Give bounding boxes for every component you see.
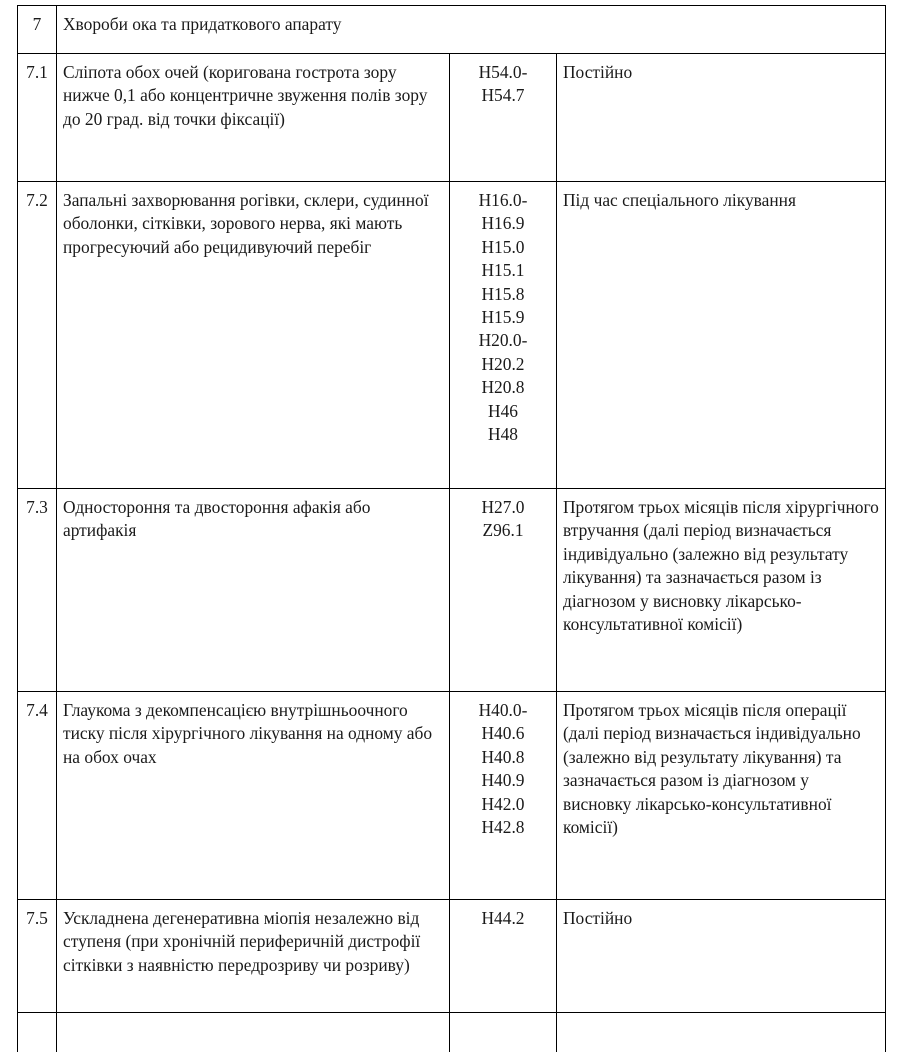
icd-code-list bbox=[456, 496, 550, 543]
row-number: 7.5 bbox=[26, 908, 48, 928]
icd-code: H15.0 bbox=[456, 236, 550, 259]
section-number-cell bbox=[18, 6, 57, 54]
row-codes-cell bbox=[450, 692, 557, 900]
icd-code: H20.0- bbox=[456, 329, 550, 352]
row-description: Сліпота обох очей (коригована гострота зору нижче 0,1 або концентричне звуження полів зору до 20 град. від точки фіксації) bbox=[63, 61, 443, 131]
row-term: Постійно bbox=[563, 907, 879, 930]
icd-code: H40.9 bbox=[456, 769, 550, 792]
icd-code: H15.8 bbox=[456, 283, 550, 306]
row-description: Глаукома з декомпенсацією внутрішньоочного тиску після хірургічного лікування на одному або на обох очах bbox=[63, 699, 443, 769]
table-row-partial bbox=[18, 1013, 886, 1052]
icd-code: H20.8 bbox=[456, 376, 550, 399]
icd-code: H40.6 bbox=[456, 722, 550, 745]
row-number-cell bbox=[18, 489, 57, 692]
row-term-cell bbox=[557, 54, 886, 182]
icd-code: H15.1 bbox=[456, 259, 550, 282]
row-codes-cell bbox=[450, 54, 557, 182]
row-term: Протягом трьох місяців після хірургічного втручання (далі період визначається індивідуально (залежно від результату лікування) та зазначається разом із діагнозом у висновку лікарсько-консультативної комісії) bbox=[563, 496, 879, 636]
icd-code-list bbox=[456, 907, 550, 930]
row-number-cell bbox=[18, 900, 57, 1013]
row-term: Протягом трьох місяців після операції (далі період визначається індивідуально (залежно від результату лікування) та зазначається разом із діагнозом у висновку лікарсько-консультативної комісії) bbox=[563, 699, 879, 839]
icd-code: H54.7 bbox=[456, 84, 550, 107]
row-description-cell bbox=[57, 489, 450, 692]
row-description-cell bbox=[57, 182, 450, 489]
icd-code: H42.0 bbox=[456, 793, 550, 816]
row-term-cell bbox=[557, 692, 886, 900]
icd-code: H46 bbox=[456, 400, 550, 423]
icd-code: H15.9 bbox=[456, 306, 550, 329]
table-row bbox=[18, 489, 886, 692]
row-term-cell bbox=[557, 1013, 886, 1052]
section-title: Хвороби ока та придаткового апарату bbox=[63, 14, 341, 34]
row-description-cell bbox=[57, 1013, 450, 1052]
row-description-cell bbox=[57, 692, 450, 900]
icd-code: H44.2 bbox=[456, 907, 550, 930]
row-number-cell bbox=[18, 1013, 57, 1052]
icd-code: H40.8 bbox=[456, 746, 550, 769]
section-number: 7 bbox=[33, 14, 42, 34]
icd-code: H20.2 bbox=[456, 353, 550, 376]
disease-registry-table bbox=[17, 5, 886, 1052]
table-row bbox=[18, 54, 886, 182]
row-term: Під час спеціального лікування bbox=[563, 189, 879, 212]
section-header-row bbox=[18, 6, 886, 54]
row-number-cell bbox=[18, 54, 57, 182]
icd-code: H42.8 bbox=[456, 816, 550, 839]
row-number-cell bbox=[18, 692, 57, 900]
row-codes-cell bbox=[450, 1013, 557, 1052]
row-number: 7.2 bbox=[26, 190, 48, 210]
icd-code: H54.0- bbox=[456, 61, 550, 84]
row-codes-cell bbox=[450, 489, 557, 692]
row-description: Ускладнена дегенеративна міопія незалежно від ступеня (при хронічній периферичній дистрофії сітківки з наявністю передрозриву чи розриву) bbox=[63, 907, 443, 977]
icd-code-list bbox=[456, 189, 550, 446]
row-description: Запальні захворювання рогівки, склери, судинної оболонки, сітківки, зорового нерва, які мають прогресуючий або рецидивуючий перебіг bbox=[63, 189, 443, 259]
row-codes-cell bbox=[450, 900, 557, 1013]
row-number-cell bbox=[18, 182, 57, 489]
table-body bbox=[18, 6, 886, 1052]
icd-code: H16.0- bbox=[456, 189, 550, 212]
table-row bbox=[18, 692, 886, 900]
row-term: Постійно bbox=[563, 61, 879, 84]
icd-code: Z96.1 bbox=[456, 519, 550, 542]
icd-code: H48 bbox=[456, 423, 550, 446]
icd-code-list bbox=[456, 699, 550, 839]
icd-code: H40.0- bbox=[456, 699, 550, 722]
icd-code: H27.0 bbox=[456, 496, 550, 519]
row-term-cell bbox=[557, 900, 886, 1013]
icd-code-list bbox=[456, 61, 550, 108]
row-number: 7.4 bbox=[26, 700, 48, 720]
section-title-cell bbox=[57, 6, 886, 54]
row-number: 7.3 bbox=[26, 497, 48, 517]
row-number: 7.1 bbox=[26, 62, 48, 82]
table-row bbox=[18, 182, 886, 489]
row-description-cell bbox=[57, 900, 450, 1013]
row-term-cell bbox=[557, 182, 886, 489]
row-description-cell bbox=[57, 54, 450, 182]
row-term-cell bbox=[557, 489, 886, 692]
row-codes-cell bbox=[450, 182, 557, 489]
row-description: Одностороння та двостороння афакія або артифакія bbox=[63, 496, 443, 543]
table-row bbox=[18, 900, 886, 1013]
icd-code: H16.9 bbox=[456, 212, 550, 235]
